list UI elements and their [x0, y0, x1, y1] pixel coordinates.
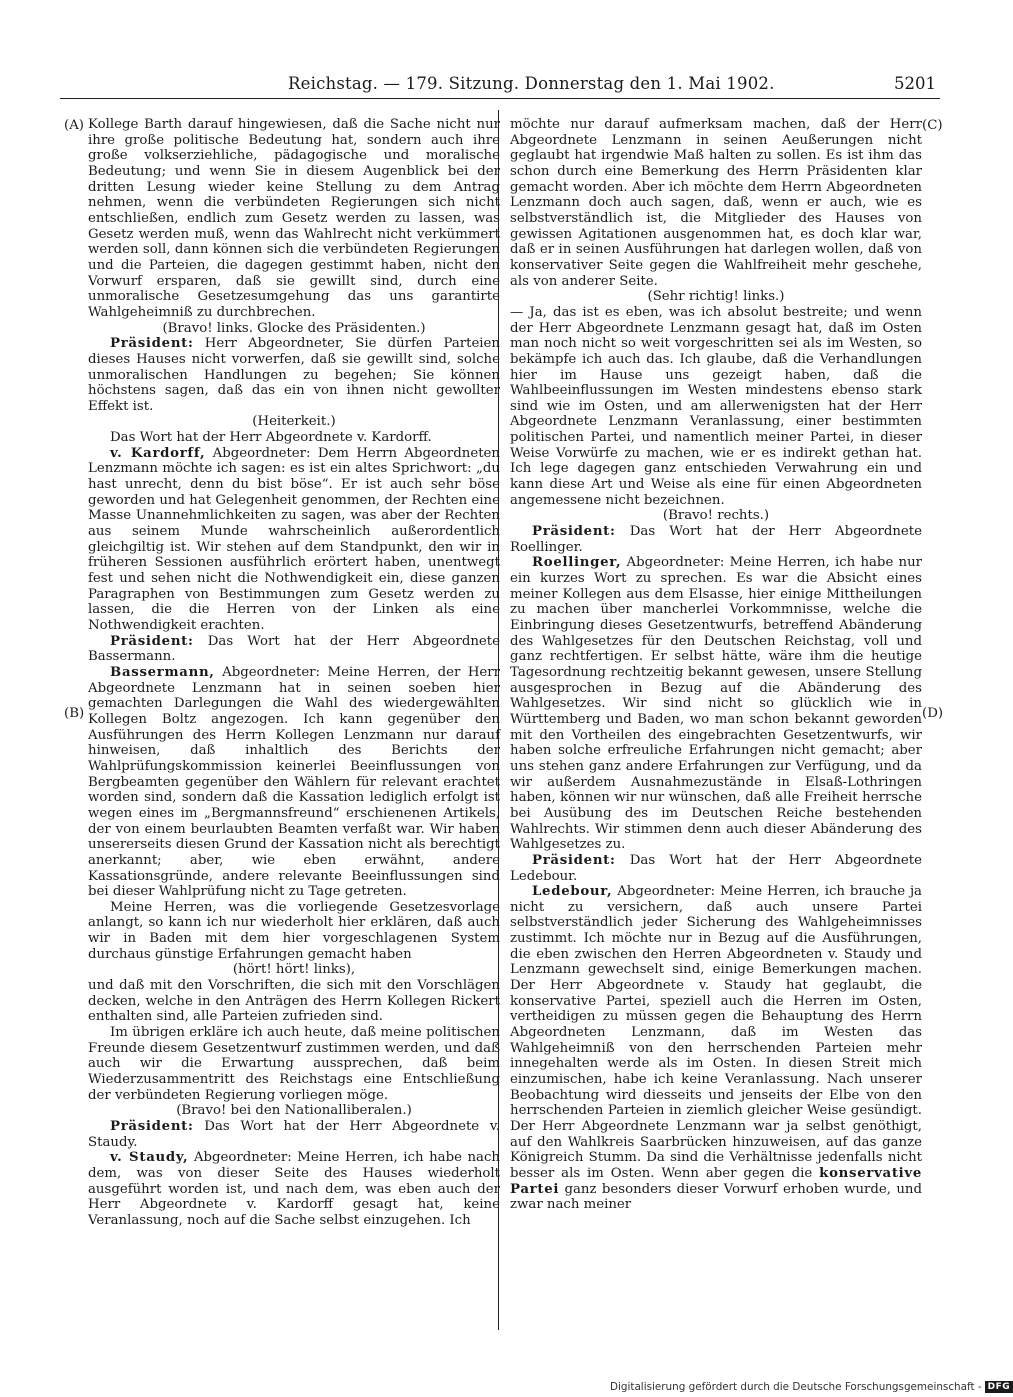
speech-text: Das Wort hat der Herr Abgeordnete Ledebour. [510, 852, 922, 884]
paragraph: Das Wort hat der Herr Abgeordnete v. Kardorff. [110, 430, 432, 446]
margin-mark-b: (B) [64, 706, 85, 721]
speech-text: ganz besonders dieser Vorwurf erhoben wurde, und zwar nach meiner [510, 1181, 922, 1213]
speech-paragraph [88, 634, 500, 665]
digitization-credit [610, 1381, 1011, 1397]
interjection: (hört! hört! links), [232, 962, 356, 978]
speech-text: Das Wort hat der Herr Abgeordnete Roellinger. [510, 524, 922, 555]
emphasis-text: konservative Partei [510, 1165, 922, 1197]
speech-text: Abgeordneter: Meine Herren, ich habe nur ein kurzes Wort zu sprechen. Es war die Absicht eines meiner Kollegen aus dem Elsasse, hier einige Mittheilungen zu machen über mancherlei Vorkommnisse, welche die Einbringung dieses Gesetzentwurfs, betreffend Abänderung des Wahlgesetzes für den Deutschen Reichstag, voll und ganz rechtfertigen. Er selbst hätte, wäre ihm die heutige Tagesordnung rechtzeitig bekannt gewesen, unsere Stellung ausgesprochen in Bezug auf die Abänderung des Wahlgesetzes. Wir sind nicht so glücklich wie in Württemberg und Baden, wo man schon bekannt geworden mit den Vortheilen des eingebrachten Gesetzentwurfs, wir haben solche erfreuliche Erfahrungen nicht gemacht; aber uns stehen ganz andere Erfahrungen zur Verfügung, und da wir außerdem Ausnahmezustände in Elsaß-Lothringen haben, können wir nur wünschen, daß alle Freiheit herrsche bei Ausübung des im Deutschen Reiche bestehenden Wahlrechts. Wir stimmen denn auch dieser Abänderung des Wahlgesetzes zu. [510, 555, 922, 853]
margin-mark-c: (C) [922, 118, 943, 133]
speech-text: Abgeordneter: Meine Herren, ich brauche ja nicht zu versichern, daß auch unsere Partei selbstverständlich jeder Sicherung des Wahlgeheimnisses zustimmt. Ich möchte nur in Bezug auf die Ausführungen, die eben zwischen den Herren Abgeordneten v. Staudy und Lenzmann gewechselt sind, einige Bemerkungen machen. Der Herr Abgeordnete v. Staudy hat geglaubt, die konservative Partei, speziell auch die Herren im Osten, vertheidigen zu müssen gegen die Behauptung des Herrn Abgeordneten Lenzmann, daß im Westen das Wahlgeheimniß von den herrschenden Parteien mehr innegehalten werde als im Osten. In diesen Streit mich einzumischen, habe ich keine Veranlassung. Nach unserer Beobachtung wird diesseits und jenseits der Elbe von den herrschenden Parteien in ziemlich gleicher Weise gesündigt. Der Herr Abgeordnete Lenzmann war ja selbst genöthigt, auf den Wahlkreis Saarbrücken hinzuweisen, auf das ganze Königreich Stumm. Da sind die Verhältnisse jedenfalls nicht besser als im Osten. Wenn aber gegen die [510, 884, 922, 1181]
right-column [510, 117, 922, 1332]
speaker-name: v. Kardorff, [110, 445, 206, 461]
speech-paragraph [88, 665, 500, 900]
paragraph: Kollege Barth darauf hingewiesen, daß die Sache nicht nur ihre große politische Bedeutung hat, sondern auch ihre große volkserziehliche, pädagogische und moralische Bedeutung; und wenn Sie in diesem Augenblick bei der dritten Lesung wieder keine Stellung zu dem Antrag nehmen, wenn die verbündeten Regierungen sich nicht entschließen, endlich zum Gesetz werden zu lassen, was Gesetz werden muß, wenn das Wahlrecht nicht verkümmert werden soll, dann können sich die verbündeten Regierungen und die Parteien, die dagegen gestimmt haben, nicht den Vorwurf ersparen, daß sie gewillt sind, durch eine unmoralische Gesetzesumgehung das uns garantirte Wahlgeheimniß zu durchbrechen. [88, 117, 500, 320]
speech-text: Abgeordneter: Dem Herrn Abgeordneten Lenzmann möchte ich sagen: es ist ein altes Sprichwort: „du hast unrecht, denn du bist böse“. Er ist auch sehr böse geworden und hat Gelegenheit genommen, der Rechten eine Masse Unannehmlichkeiten zu sagen, was aber der Rechten aus seinem Munde wahrscheinlich außerordentlich gleichgiltig ist. Wir stehen auf dem Standpunkt, den wir in früheren Sessionen ausführlich erörtert haben, unentwegt fest und sehen nicht die Nothwendigkeit ein, diese ganzen Paragraphen von Bestimmungen zum Gesetz werden zu lassen, die die Herren von der Linken als eine Nothwendigkeit erachten. [88, 445, 500, 633]
paragraph: und daß mit den Vorschriften, die sich mit den Vorschlägen decken, welche in den Anträgen des Herrn Kollegen Rickert enthalten sind, alle Parteien zufrieden sind. [88, 978, 500, 1025]
running-header [60, 72, 940, 99]
speech-paragraph [88, 336, 500, 414]
speech-text: Abgeordneter: Meine Herren, ich habe nach dem, was von dieser Seite des Hauses wiederholt ausgeführt worden ist, und nach dem, was eben auch der Herr Abgeordnete v. Kardorff gesagt hat, keine Veranlassung, noch auf die Sache selbst einzugehen. Ich [88, 1150, 500, 1228]
speech-paragraph [88, 1119, 500, 1150]
interjection: (Bravo! links. Glocke des Präsidenten.) [162, 320, 426, 336]
credit-text: Digitalisierung gefördert durch die Deutsche Forschungsgemeinschaft - [610, 1381, 982, 1393]
speech-text: Herr Abgeordneter, Sie dürfen Parteien dieses Hauses nicht vorwerfen, daß sie gewillt sind, solche unmoralischen Handlungen zu begehen; Sie können höchstens sagen, daß das ein von ihnen nicht gewollter Effekt ist. [88, 336, 500, 414]
speech-paragraph [88, 1150, 500, 1228]
interjection: (Bravo! rechts.) [662, 508, 770, 524]
speech-paragraph [510, 884, 922, 1213]
paragraph: Im übrigen erkläre ich auch heute, daß meine politischen Freunde diesem Gesetzentwurf zustimmen werden, und daß auch wir die Erwartung aussprechen, daß beim Wiederzusammentritt des Reichstags eine Entschließung der verbündeten Regierung vorliegen möge. [88, 1025, 500, 1103]
speech-paragraph [510, 524, 922, 555]
header-title: Reichstag. — 179. Sitzung. Donnerstag den 1. Mai 1902. [288, 74, 775, 93]
speaker-name: Präsident: [532, 852, 616, 868]
speaker-name: Präsident: [532, 524, 616, 540]
page-number: 5201 [894, 74, 936, 93]
interjection: (Bravo! bei den Nationalliberalen.) [176, 1103, 412, 1119]
speaker-name: Präsident: [110, 336, 194, 352]
speech-paragraph [510, 853, 922, 884]
speaker-name: Präsident: [110, 633, 194, 649]
speaker-name: Präsident: [110, 1119, 194, 1134]
speaker-name: Bassermann, [110, 664, 215, 680]
speaker-name: Roellinger, [532, 555, 622, 571]
paragraph: — Ja, das ist es eben, was ich absolut bestreite; und wenn der Herr Abgeordnete Lenzmann gesagt hat, daß im Osten man noch nicht so weit vorgeschritten sei als im Westen, so bekämpfe ich auch das. Ich glaube, daß die Verhandlungen hier im Hause uns gezeigt haben, daß die Wahlbeeinflussungen im Westen mindestens ebenso stark sind wie im Osten, und am allerwenigsten hat der Herr Abgeordnete Lenzmann Veranlassung, einer bestimmten politischen Partei, und namentlich meiner Partei, in dieser Weise Vorwürfe zu machen, wie er es indirekt gethan hat. Ich lege dagegen ganz entschieden Verwahrung ein und kann diese Art und Weise als eine für einen Abgeordneten angemessene nicht bezeichnen. [510, 304, 922, 508]
speech-paragraph [88, 446, 500, 634]
speaker-name: v. Staudy, [110, 1150, 189, 1166]
interjection: (Heiterkeit.) [252, 414, 336, 430]
margin-mark-d: (D) [922, 706, 944, 721]
speaker-name: Ledebour, [532, 884, 613, 900]
speech-text: Das Wort hat der Herr Abgeordnete v. Staudy. [88, 1119, 500, 1150]
speech-text: Das Wort hat der Herr Abgeordnete Bassermann. [88, 633, 500, 665]
dfg-logo: DFG [985, 1381, 1013, 1393]
margin-mark-a: (A) [64, 118, 84, 133]
paragraph: möchte nur darauf aufmerksam machen, daß der Herr Abgeordnete Lenzmann in seinen Aeußerungen nicht geglaubt hat irgendwie Maß halten zu sollen. Es ist ihm das schon durch eine Bemerkung des Herrn Präsidenten klar gemacht worden. Aber ich möchte dem Herrn Abgeordneten Lenzmann doch auch sagen, daß, wenn er auch, wie es selbstverständlich ist, die Mitglieder des Hauses von gewissen Agitationen ausgenommen hat, es doch klar war, daß er in seinen Ausführungen hat darlegen wollen, daß von konservativer Seite gegen die Wahlfreiheit mehr geschehe, als von anderer Seite. [510, 117, 922, 289]
left-column [88, 117, 500, 1332]
speech-text: Abgeordneter: Meine Herren, der Herr Abgeordnete Lenzmann hat in seinen soeben hier gemachten Darlegungen die Wahl des wiedergewählten Kollegen Boltz angezogen. Ich kann gegenüber den Ausführungen des Herrn Kollegen Lenzmann nur darauf hinweisen, daß inhaltlich des Berichts der Wahlprüfungskommission keinerlei Beeinflussungen von Bergbeamten gegenüber den Wählern für relevant erachtet worden sind, sondern daß die Kassation lediglich erfolgt ist wegen eines im „Bergmannsfreund“ erschienenen Artikels, der von einem beurlaubten Beamten verfaßt war. Wir haben unsererseits diesen Grund der Kassation nicht als berechtigt anerkannt; aber, wie eben erwähnt, andere Kassationsgründe, andere relevante Beeinflussungen sind bei dieser Wahlprüfung nicht zu Tage getreten. [88, 664, 500, 900]
speech-paragraph [510, 555, 922, 852]
paragraph: Meine Herren, was die vorliegende Gesetzesvorlage anlangt, so kann ich nur wiederholt hier erklären, daß auch wir in Baden mit dem hier vorgeschlagenen System durchaus günstige Erfahrungen gemacht haben [88, 899, 500, 962]
interjection: (Sehr richtig! links.) [647, 289, 785, 305]
